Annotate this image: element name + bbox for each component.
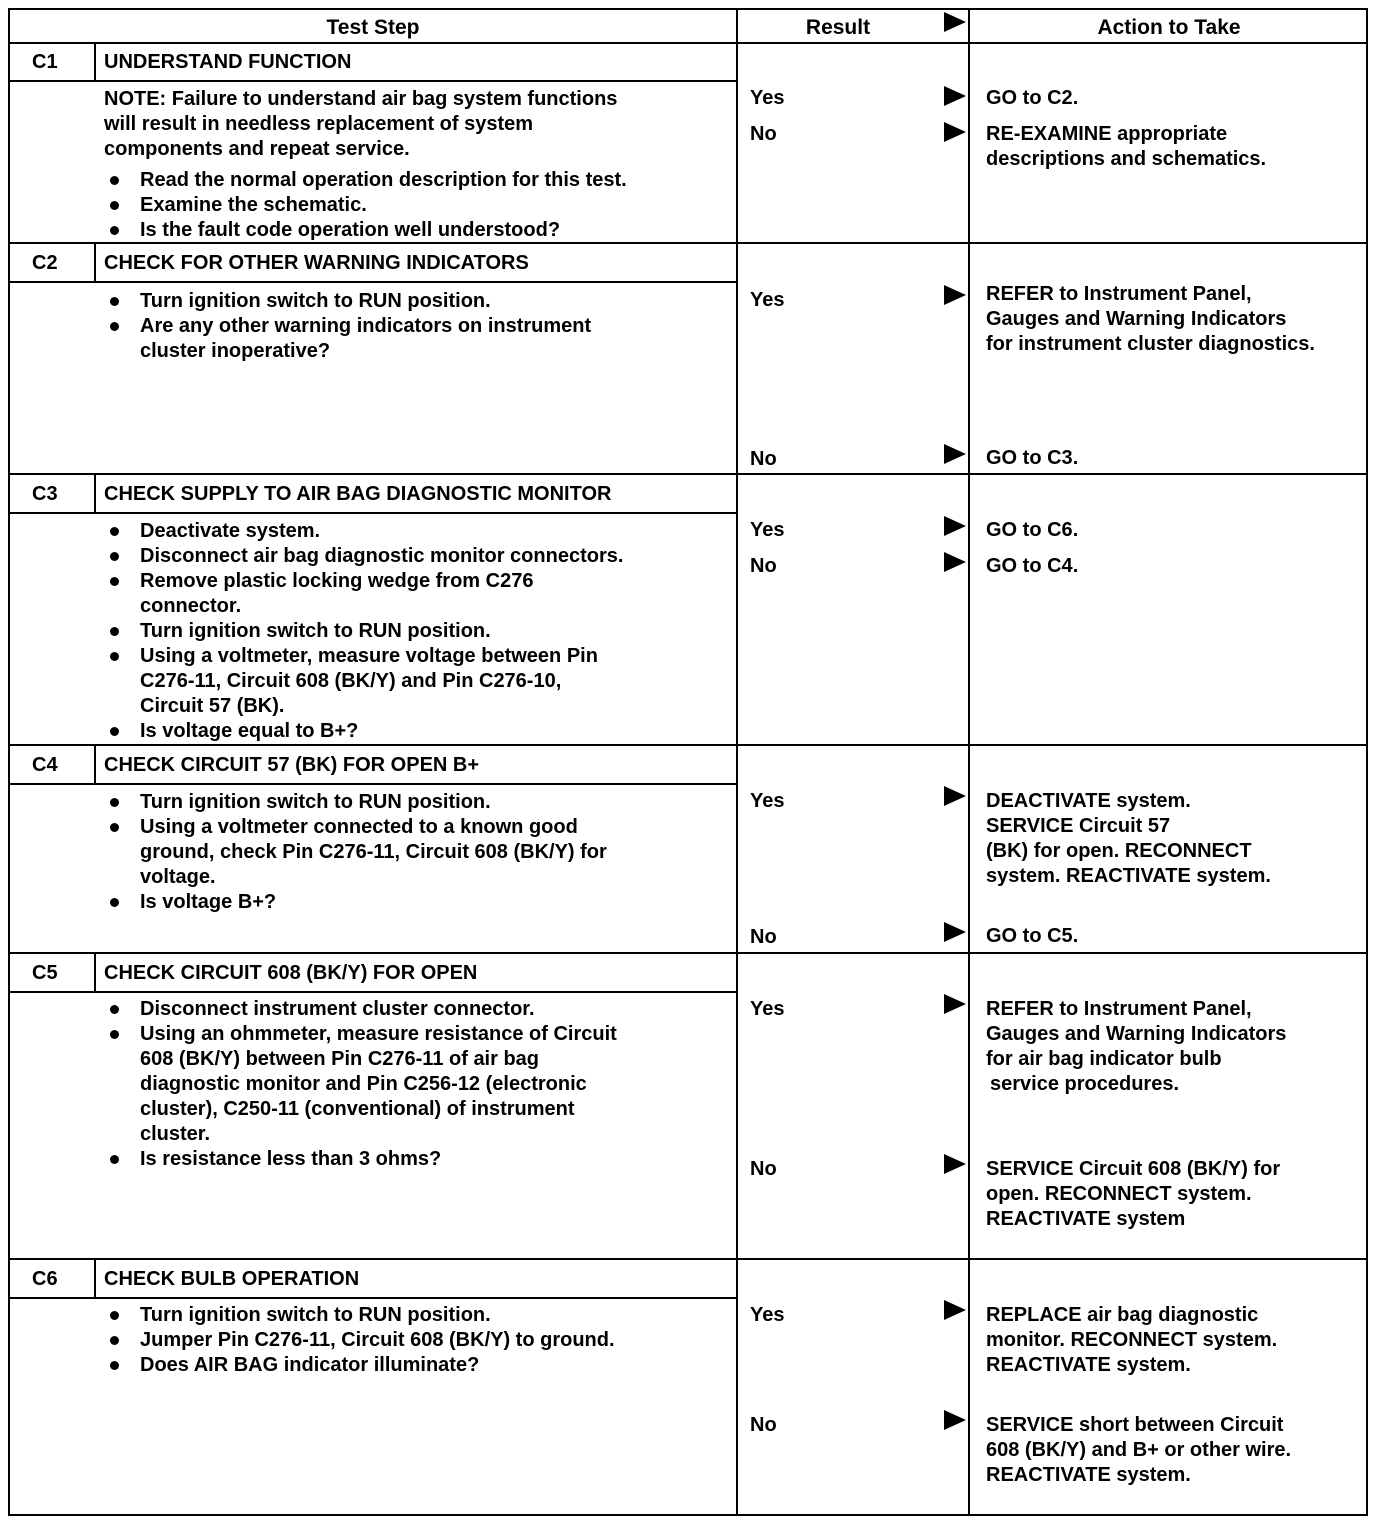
arrow-icon (944, 86, 966, 106)
step-id: C1 (32, 51, 58, 73)
title-divider (10, 1297, 736, 1299)
step-id: C4 (32, 754, 58, 776)
action-yes-line: service procedures. (990, 1073, 1179, 1095)
list-item: Turn ignition switch to RUN position. (106, 619, 623, 644)
action-yes-line: system. REACTIVATE system. (986, 865, 1271, 887)
list-item: Is voltage B+? (106, 890, 607, 915)
row-divider (10, 952, 1366, 954)
step-id-divider (94, 44, 96, 82)
step-id-divider (94, 1260, 96, 1298)
list-item: Disconnect instrument cluster connector. (106, 997, 617, 1022)
list-item-continuation: diagnostic monitor and Pin C256-12 (electronic (140, 1073, 587, 1095)
arrow-icon (944, 994, 966, 1014)
action-no-line: SERVICE short between Circuit (986, 1414, 1284, 1436)
action-yes-line: for air bag indicator bulb (986, 1048, 1222, 1070)
title-divider (10, 783, 736, 785)
list-item-continuation: Circuit 57 (BK). (140, 695, 285, 717)
header-divider (10, 42, 1366, 44)
list-item: Are any other warning indicators on instrument (106, 314, 591, 339)
action-yes-line: monitor. RECONNECT system. (986, 1329, 1278, 1351)
action-yes-line: Gauges and Warning Indicators (986, 308, 1287, 330)
title-divider (10, 512, 736, 514)
result-no: No (750, 448, 777, 470)
title-divider (10, 281, 736, 283)
list-item: Turn ignition switch to RUN position. (106, 289, 591, 314)
list-item-continuation: cluster. (140, 1123, 211, 1145)
result-yes: Yes (750, 289, 785, 311)
action-yes-line: REFER to Instrument Panel, (986, 283, 1252, 305)
result-no: No (750, 555, 777, 577)
action-no-line: RE-EXAMINE appropriate (986, 123, 1228, 145)
action-yes-line: SERVICE Circuit 57 (986, 815, 1171, 837)
action-yes-line: (BK) for open. RECONNECT (986, 840, 1252, 862)
step-title: CHECK CIRCUIT 57 (BK) FOR OPEN B+ (104, 754, 480, 776)
action-no-line: SERVICE Circuit 608 (BK/Y) for (986, 1158, 1281, 1180)
header-result: Result (805, 16, 871, 39)
list-item: Remove plastic locking wedge from C276 (106, 569, 623, 594)
step-title: UNDERSTAND FUNCTION (104, 51, 352, 73)
arrow-icon (944, 786, 966, 806)
list-item-continuation: cluster), C250-11 (conventional) of instrument (140, 1098, 575, 1120)
list-item-continuation: connector. (140, 595, 242, 617)
step-id: C6 (32, 1268, 58, 1290)
step-id: C2 (32, 252, 58, 274)
step-id-divider (94, 954, 96, 992)
arrow-icon (944, 516, 966, 536)
list-item: Is the fault code operation well understood? (106, 218, 627, 243)
action-yes-line: Gauges and Warning Indicators (986, 1023, 1287, 1045)
step-title: CHECK CIRCUIT 608 (BK/Y) FOR OPEN (104, 962, 478, 984)
list-item: Turn ignition switch to RUN position. (106, 1303, 615, 1328)
list-item-continuation: 608 (BK/Y) between Pin C276-11 of air bag (140, 1048, 540, 1070)
action-yes-line: for instrument cluster diagnostics. (986, 333, 1315, 355)
row-divider (10, 473, 1366, 475)
step-title: CHECK FOR OTHER WARNING INDICATORS (104, 252, 529, 274)
bullet-list (106, 289, 591, 364)
header-test-step: Test Step (326, 16, 420, 39)
result-yes: Yes (750, 998, 785, 1020)
note-line: components and repeat service. (104, 138, 410, 160)
list-item: Disconnect air bag diagnostic monitor connectors. (106, 544, 623, 569)
arrow-icon (944, 1410, 966, 1430)
row-divider (10, 242, 1366, 244)
bullet-list (106, 519, 623, 744)
step-title: CHECK BULB OPERATION (104, 1268, 360, 1290)
note-line: NOTE: Failure to understand air bag system functions (104, 88, 618, 110)
list-item-continuation: cluster inoperative? (140, 340, 331, 362)
result-no: No (750, 123, 777, 145)
step-id: C3 (32, 483, 58, 505)
step-id-divider (94, 244, 96, 282)
result-yes: Yes (750, 519, 785, 541)
divider-action (968, 10, 970, 1514)
list-item: Using a voltmeter, measure voltage between Pin (106, 644, 623, 669)
action-no-line: REACTIVATE system. (986, 1464, 1191, 1486)
action-yes-line: REACTIVATE system. (986, 1354, 1191, 1376)
arrow-icon (944, 285, 966, 305)
action-yes-line: REPLACE air bag diagnostic (986, 1304, 1259, 1326)
arrow-icon (944, 444, 966, 464)
list-item-continuation: ground, check Pin C276-11, Circuit 608 (BK/Y) for (140, 841, 607, 863)
step-id-divider (94, 746, 96, 784)
arrow-icon (944, 122, 966, 142)
header-action: Action to Take (1097, 16, 1241, 39)
list-item: Is resistance less than 3 ohms? (106, 1147, 617, 1172)
row-divider (10, 1258, 1366, 1260)
bullet-list (106, 997, 617, 1172)
list-item: Deactivate system. (106, 519, 623, 544)
action-no: GO to C3. (986, 447, 1079, 469)
step-title: CHECK SUPPLY TO AIR BAG DIAGNOSTIC MONITOR (104, 483, 612, 505)
action-no-line: descriptions and schematics. (986, 148, 1267, 170)
step-id-divider (94, 475, 96, 513)
arrow-icon (944, 552, 966, 572)
result-no: No (750, 926, 777, 948)
arrow-icon (944, 1300, 966, 1320)
step-id: C5 (32, 962, 58, 984)
result-yes: Yes (750, 1304, 785, 1326)
arrow-icon (944, 922, 966, 942)
list-item: Is voltage equal to B+? (106, 719, 623, 744)
divider-result (736, 10, 738, 1514)
result-yes: Yes (750, 790, 785, 812)
note-line: will result in needless replacement of system (104, 113, 534, 135)
list-item: Read the normal operation description for this test. (106, 168, 627, 193)
list-item-continuation: voltage. (140, 866, 216, 888)
list-item: Turn ignition switch to RUN position. (106, 790, 607, 815)
action-yes: GO to C6. (986, 519, 1079, 541)
bullet-list (106, 790, 607, 915)
list-item: Using a voltmeter connected to a known good (106, 815, 607, 840)
list-item: Jumper Pin C276-11, Circuit 608 (BK/Y) to ground. (106, 1328, 615, 1353)
arrow-icon (944, 1154, 966, 1174)
bullet-list (106, 1303, 615, 1378)
diagnostic-table (8, 8, 1368, 1516)
result-no: No (750, 1414, 777, 1436)
action-yes-line: REFER to Instrument Panel, (986, 998, 1252, 1020)
list-item: Using an ohmmeter, measure resistance of Circuit (106, 1022, 617, 1047)
action-no-line: 608 (BK/Y) and B+ or other wire. (986, 1439, 1292, 1461)
title-divider (10, 991, 736, 993)
row-divider (10, 744, 1366, 746)
list-item: Does AIR BAG indicator illuminate? (106, 1353, 615, 1378)
result-yes: Yes (750, 87, 785, 109)
action-yes: GO to C2. (986, 87, 1079, 109)
action-no-line: open. RECONNECT system. (986, 1183, 1252, 1205)
action-no-line: REACTIVATE system (986, 1208, 1186, 1230)
arrow-icon (944, 12, 966, 32)
list-item: Examine the schematic. (106, 193, 627, 218)
result-no: No (750, 1158, 777, 1180)
list-item-continuation: C276-11, Circuit 608 (BK/Y) and Pin C276-10, (140, 670, 562, 692)
bullet-list (106, 168, 627, 243)
title-divider (10, 80, 736, 82)
action-yes-line: DEACTIVATE system. (986, 790, 1191, 812)
action-no: GO to C4. (986, 555, 1079, 577)
action-no: GO to C5. (986, 925, 1079, 947)
